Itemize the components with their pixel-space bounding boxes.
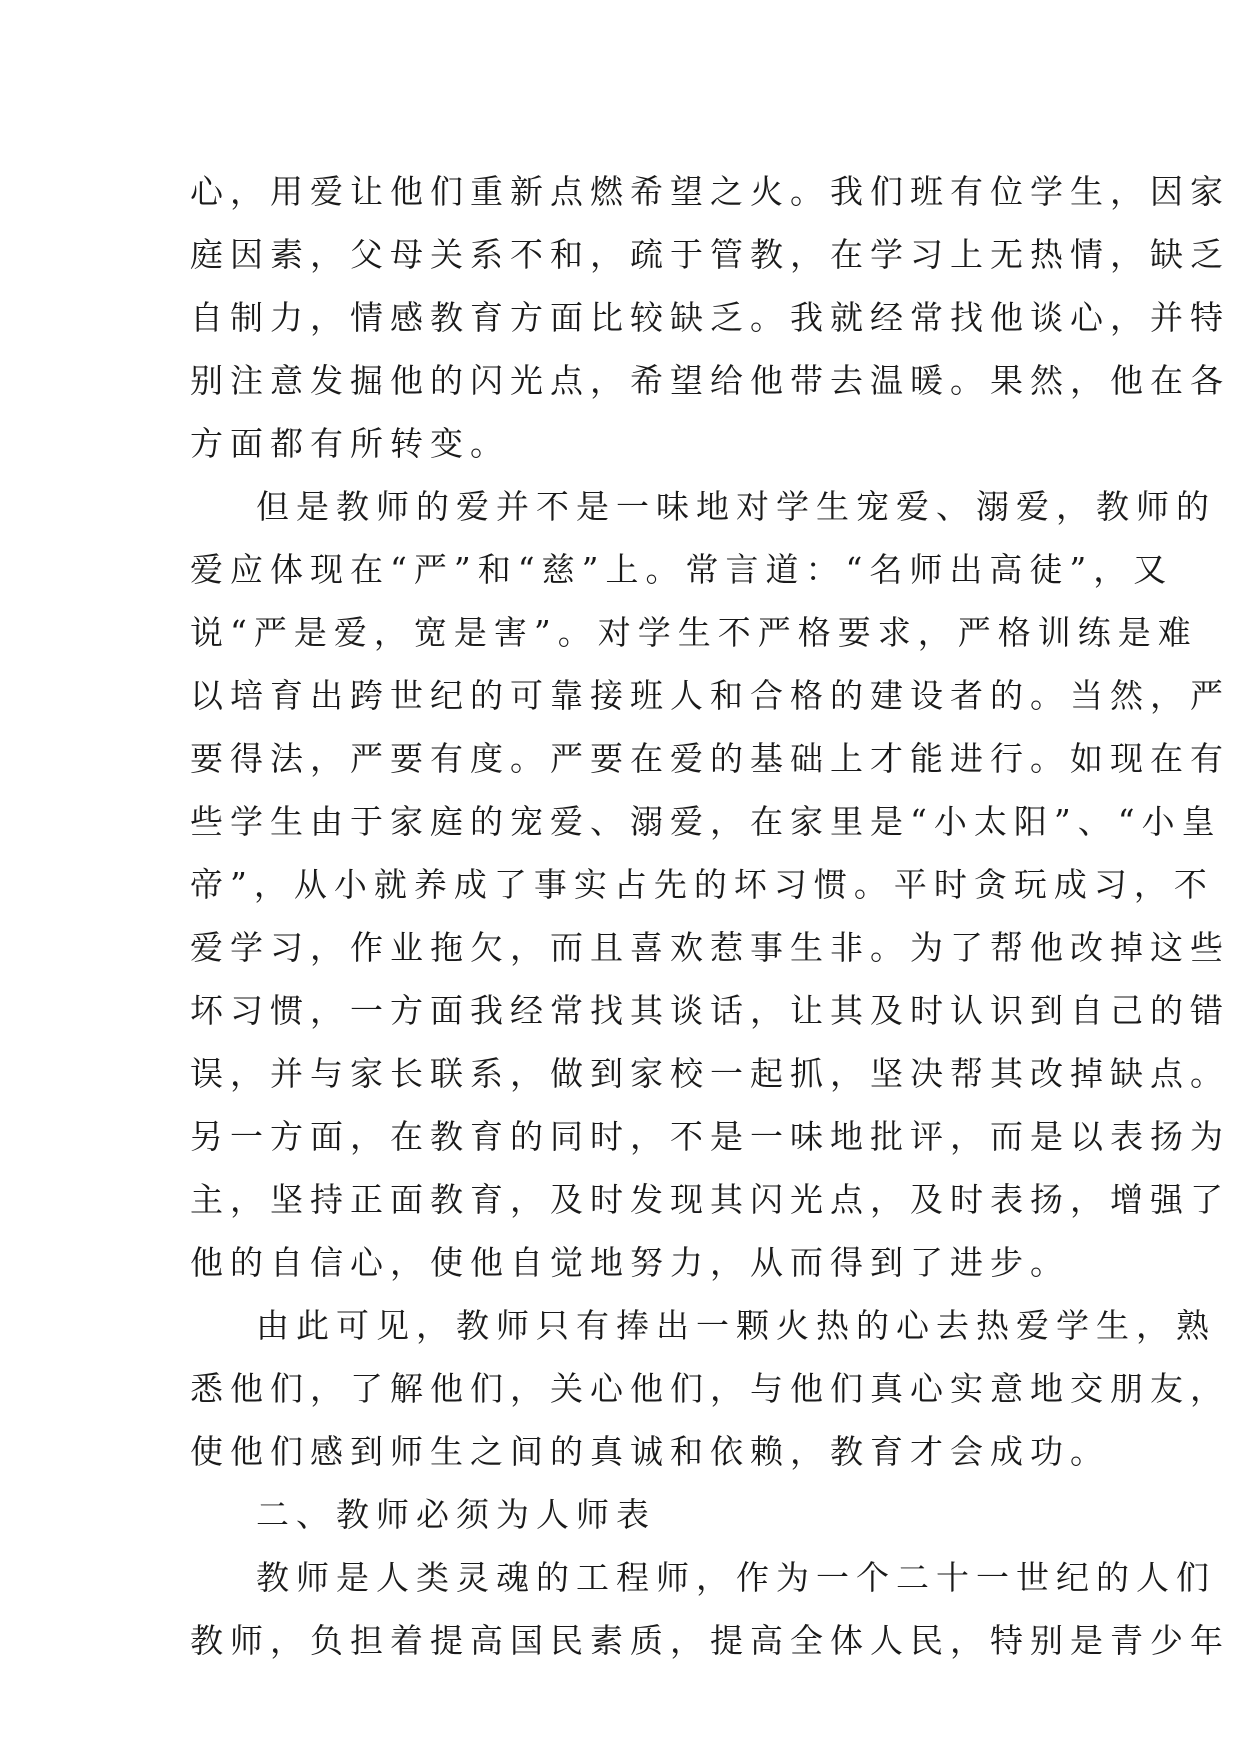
text-line: 些学生由于家庭的宠爱、溺爱，在家里是“小太阳”、“小皇 — [190, 802, 1222, 841]
paragraph-first-line: 但是教师的爱并不是一味地对学生宠爱、溺爱，教师的 — [256, 487, 1216, 526]
text-line: 悉他们，了解他们，关心他们，与他们真心实意地交朋友， — [190, 1369, 1230, 1408]
text-line: 帝”，从小就养成了事实占先的坏习惯。平时贪玩成习，不 — [190, 865, 1214, 904]
text-line: 要得法，严要有度。严要在爱的基础上才能进行。如现在有 — [190, 739, 1230, 778]
text-line: 方面都有所转变。 — [190, 424, 510, 463]
text-line: 另一方面，在教育的同时，不是一味地批评，而是以表扬为 — [190, 1117, 1230, 1156]
text-line: 庭因素，父母关系不和，疏于管教，在学习上无热情，缺乏 — [190, 235, 1230, 274]
text-line: 心，用爱让他们重新点燃希望之火。我们班有位学生，因家 — [190, 172, 1230, 211]
text-line: 别注意发掘他的闪光点，希望给他带去温暖。果然，他在各 — [190, 361, 1230, 400]
text-line: 教师，负担着提高国民素质，提高全体人民，特别是青少年 — [190, 1621, 1230, 1660]
text-line: 使他们感到师生之间的真诚和依赖，教育才会成功。 — [190, 1432, 1110, 1471]
paragraph-first-line: 由此可见，教师只有捧出一颗火热的心去热爱学生，熟 — [256, 1306, 1216, 1345]
text-line: 坏习惯，一方面我经常找其谈话，让其及时认识到自己的错 — [190, 991, 1230, 1030]
body-text — [190, 160, 1230, 1672]
paragraph-first-line: 教师是人类灵魂的工程师，作为一个二十一世纪的人们 — [256, 1558, 1216, 1597]
text-line: 自制力，情感教育方面比较缺乏。我就经常找他谈心，并特 — [190, 298, 1230, 337]
text-line: 说“严是爱，宽是害”。对学生不严格要求，严格训练是难 — [190, 613, 1198, 652]
text-line: 以培育出跨世纪的可靠接班人和合格的建设者的。当然，严 — [190, 676, 1230, 715]
text-line: 误，并与家长联系，做到家校一起抓，坚决帮其改掉缺点。 — [190, 1054, 1230, 1093]
text-line: 他的自信心，使他自觉地努力，从而得到了进步。 — [190, 1243, 1070, 1282]
text-line: 爱学习，作业拖欠，而且喜欢惹事生非。为了帮他改掉这些 — [190, 928, 1230, 967]
text-line: 主，坚持正面教育，及时发现其闪光点，及时表扬，增强了 — [190, 1180, 1230, 1219]
section-heading: 二、教师必须为人师表 — [256, 1495, 656, 1534]
text-line: 爱应体现在“严”和“慈”上。常言道：“名师出高徒”，又 — [190, 550, 1174, 589]
